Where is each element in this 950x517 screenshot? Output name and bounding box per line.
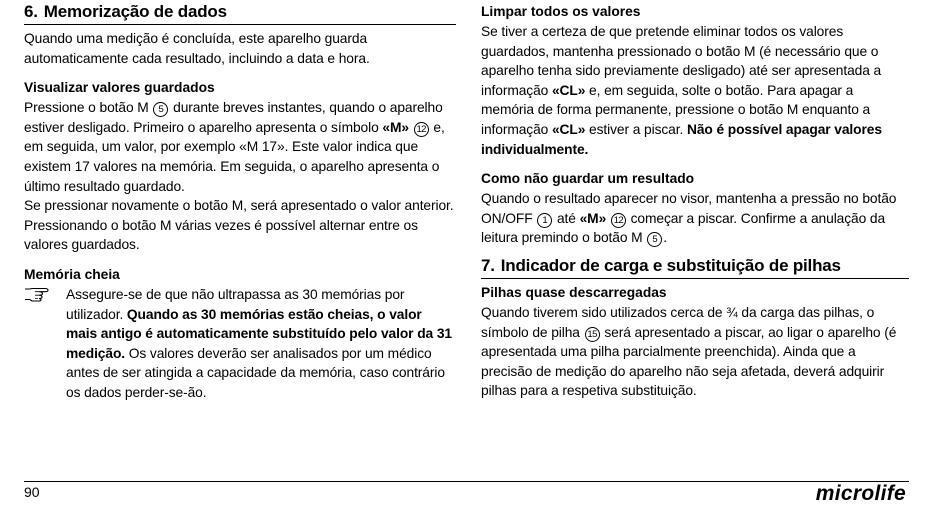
pointing-hand-icon (24, 285, 66, 307)
ref-number-12: 12 (611, 213, 626, 228)
ref-number-12: 12 (414, 122, 429, 137)
limpar-heading: Limpar todos os valores (481, 4, 641, 19)
right-column (481, 2, 909, 401)
ref-number-1: 1 (537, 213, 552, 228)
brand-logo: microlife (815, 482, 906, 505)
memoria-cheia-paragraph: Assegure-se de que não ultrapassa as 30 memórias por utilizador. Quando as 30 memórias estão cheias, o valor mais antigo é automaticamente substituído pelo valor da 31 medição. Os valores deverão ser analisados por um médico antes de ser atingida a capacidade da memória, caso contrário os dados perder-se-ão. (66, 286, 452, 400)
nao-guardar-heading: Como não guardar um resultado (481, 171, 695, 187)
left-column (24, 2, 456, 403)
page-number: 90 (24, 484, 40, 500)
memoria-cheia-note (24, 285, 456, 403)
section-7-heading: 7. Indicador de carga e substituição de pilhas (481, 256, 909, 279)
ref-number-5: 5 (647, 232, 662, 247)
intro-paragraph: Quando uma medição é concluída, este aparelho guarda automaticamente cada resultado, incluindo a data e hora. (24, 31, 370, 66)
nao-guardar-paragraph: Quando o resultado aparecer no visor, mantenha a pressão no botão ON/OFF 1 até «M» 12 começar a piscar. Confirme a anulação da leitura premindo o botão M 5 . (481, 191, 897, 246)
ref-number-15: 15 (585, 327, 600, 342)
ref-number-5: 5 (153, 102, 168, 117)
pilhas-heading: Pilhas quase descarregadas (481, 284, 667, 300)
visualizar-paragraph-2: Se pressionar novamente o botão M, será apresentado o valor anterior. Pressionando o botão M várias vezes é possível alternar entre os valores guardados. (24, 198, 454, 253)
memoria-cheia-heading: Memória cheia (24, 266, 120, 282)
footer-divider (24, 481, 909, 482)
section-6-heading: 6. Memorização de dados (24, 2, 456, 25)
pilhas-paragraph: Quando tiverem sido utilizados cerca de ¾ da carga das pilhas, o símbolo de pilha 15 será apresentado a piscar, ao ligar o aparelho (é apresentada uma pilha parcialmente preenchida). Ainda que a precisão de medição do aparelho não seja afetada, deverá adquirir pilhas para a respetiva substituição. (481, 304, 897, 399)
visualizar-heading: Visualizar valores guardados (24, 80, 215, 96)
visualizar-paragraph: Pressione o botão M 5 durante breves instantes, quando o aparelho estiver desligado. Primeiro o aparelho apresenta o símbolo «M» 12 e, em seguida, um valor, por exemplo «M 17». Este valor indica que existem 17 valores na memória. Em seguida, o aparelho apresenta o último resultado guardado. (24, 100, 445, 194)
limpar-paragraph: Se tiver a certeza de que pretende eliminar todos os valores guardados, mantenha pressionado o botão M (é necessário que o aparelho tenha sido previamente desligado) até ser apresentada a informação «CL» e, em seguida, solte o botão. Para apagar a memória de forma permanente, pressione o botão M enquanto a informação «CL» estiver a piscar. Não é possível apagar valores individualmente. (481, 24, 882, 157)
